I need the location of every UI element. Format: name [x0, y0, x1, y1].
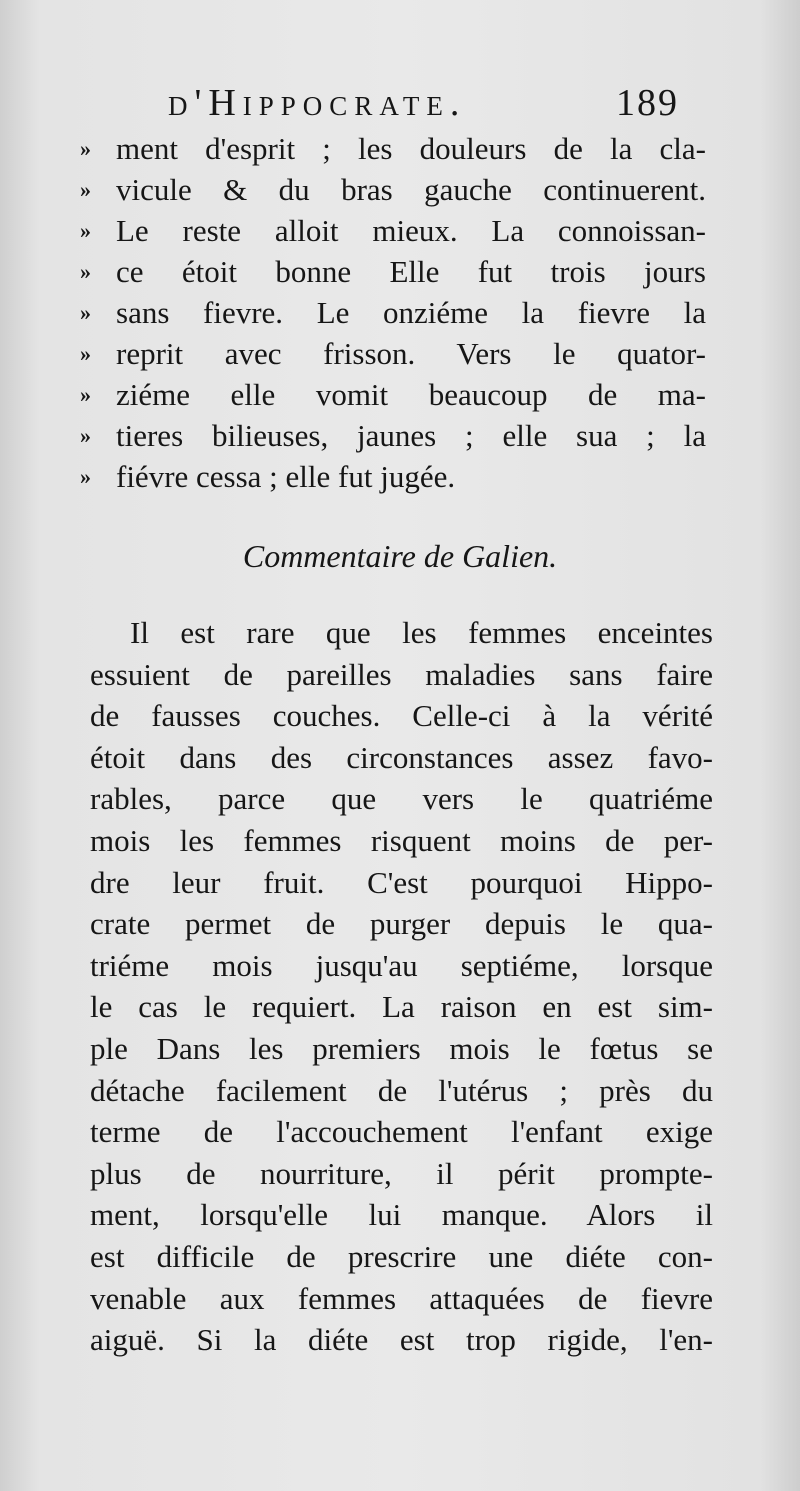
quoted-line: [0, 415, 800, 456]
text-line-content: dre leur fruit. C'est pourquoi Hippo-: [90, 864, 713, 900]
text-line-content: détache facilement de l'utérus ; près du: [90, 1072, 713, 1108]
text-line: [0, 820, 800, 862]
text-line: [0, 1194, 800, 1236]
quoted-line-text: sans fievre. Le onziéme la fievre la: [116, 295, 706, 330]
quoted-line: [0, 456, 800, 497]
text-line: [0, 1236, 800, 1278]
text-line-content: est difficile de prescrire une diéte con-: [90, 1238, 713, 1274]
section-title: Commentaire de Galien.: [242, 538, 558, 574]
quoted-line: [0, 251, 800, 292]
quote-mark: »: [80, 382, 91, 407]
quoted-line: [0, 333, 800, 374]
text-line: [0, 1319, 800, 1361]
text-line-content: triéme mois jusqu'au septiéme, lorsque: [90, 947, 713, 983]
quoted-line-text: tieres bilieuses, jaunes ; elle sua ; la: [116, 418, 706, 453]
quoted-line: [0, 210, 800, 251]
text-line-content: Il est rare que les femmes enceintes: [130, 615, 713, 650]
quoted-line-text: vicule & du bras gauche continuerent.: [116, 172, 706, 207]
quote-mark: »: [80, 423, 91, 448]
text-line: [0, 612, 800, 654]
text-line: [0, 945, 800, 987]
text-line: [0, 1028, 800, 1070]
text-line: [0, 1278, 800, 1320]
quoted-line-text: ce étoit bonne Elle fut trois jours: [116, 254, 706, 289]
text-line-content: aiguë. Si la diéte est trop rigide, l'en-: [90, 1322, 713, 1358]
quote-mark: »: [80, 300, 91, 325]
quoted-line: [0, 128, 800, 169]
quoted-line-text: fiévre cessa ; elle fut jugée.: [116, 459, 456, 494]
quote-mark: »: [80, 259, 91, 284]
running-head: d'Hippocrate.: [168, 82, 467, 124]
quote-mark: »: [80, 177, 91, 202]
text-line: [0, 986, 800, 1028]
quote-mark: »: [80, 464, 91, 489]
quoted-line: [0, 169, 800, 210]
text-line-content: essuient de pareilles maladies sans faire: [90, 656, 713, 692]
quoted-line-text: reprit avec frisson. Vers le quator-: [116, 336, 706, 371]
page-number: 189: [616, 82, 679, 124]
quoted-passage: [0, 128, 800, 497]
text-line: [0, 654, 800, 696]
quoted-line: [0, 374, 800, 415]
text-line: [0, 1111, 800, 1153]
text-line-content: étoit dans des circonstances assez favo-: [90, 739, 713, 775]
text-line-content: le cas le requiert. La raison en est sim-: [90, 989, 713, 1025]
text-line: [0, 903, 800, 945]
text-line-content: de fausses couches. Celle-ci à la vérité: [90, 698, 713, 734]
text-line: [0, 695, 800, 737]
quoted-line: [0, 292, 800, 333]
text-line: [0, 1153, 800, 1195]
quote-mark: »: [80, 218, 91, 243]
text-line: [0, 1070, 800, 1112]
quoted-line-text: ment d'esprit ; les douleurs de la cla-: [116, 131, 706, 166]
commentary-body: [0, 612, 800, 1361]
quote-mark: »: [80, 341, 91, 366]
text-line-content: crate permet de purger depuis le qua-: [90, 906, 713, 942]
text-line: [0, 778, 800, 820]
text-line-content: rables, parce que vers le quatriéme: [90, 781, 713, 817]
text-line-content: mois les femmes risquent moins de per-: [90, 822, 713, 858]
text-line-content: ple Dans les premiers mois le fœtus se: [90, 1030, 713, 1066]
text-line-content: terme de l'accouchement l'enfant exige: [90, 1114, 713, 1150]
text-line-content: venable aux femmes attaquées de fievre: [90, 1280, 713, 1316]
text-line: [0, 737, 800, 779]
quote-mark: »: [80, 136, 91, 161]
page-header: [0, 78, 800, 128]
quoted-line-text: Le reste alloit mieux. La connoissan-: [116, 213, 706, 248]
text-line: [0, 862, 800, 904]
quoted-line-text: ziéme elle vomit beaucoup de ma-: [116, 377, 706, 412]
text-line-content: ment, lorsqu'elle lui manque. Alors il: [90, 1197, 713, 1233]
text-line-content: plus de nourriture, il périt prompte-: [90, 1155, 713, 1191]
